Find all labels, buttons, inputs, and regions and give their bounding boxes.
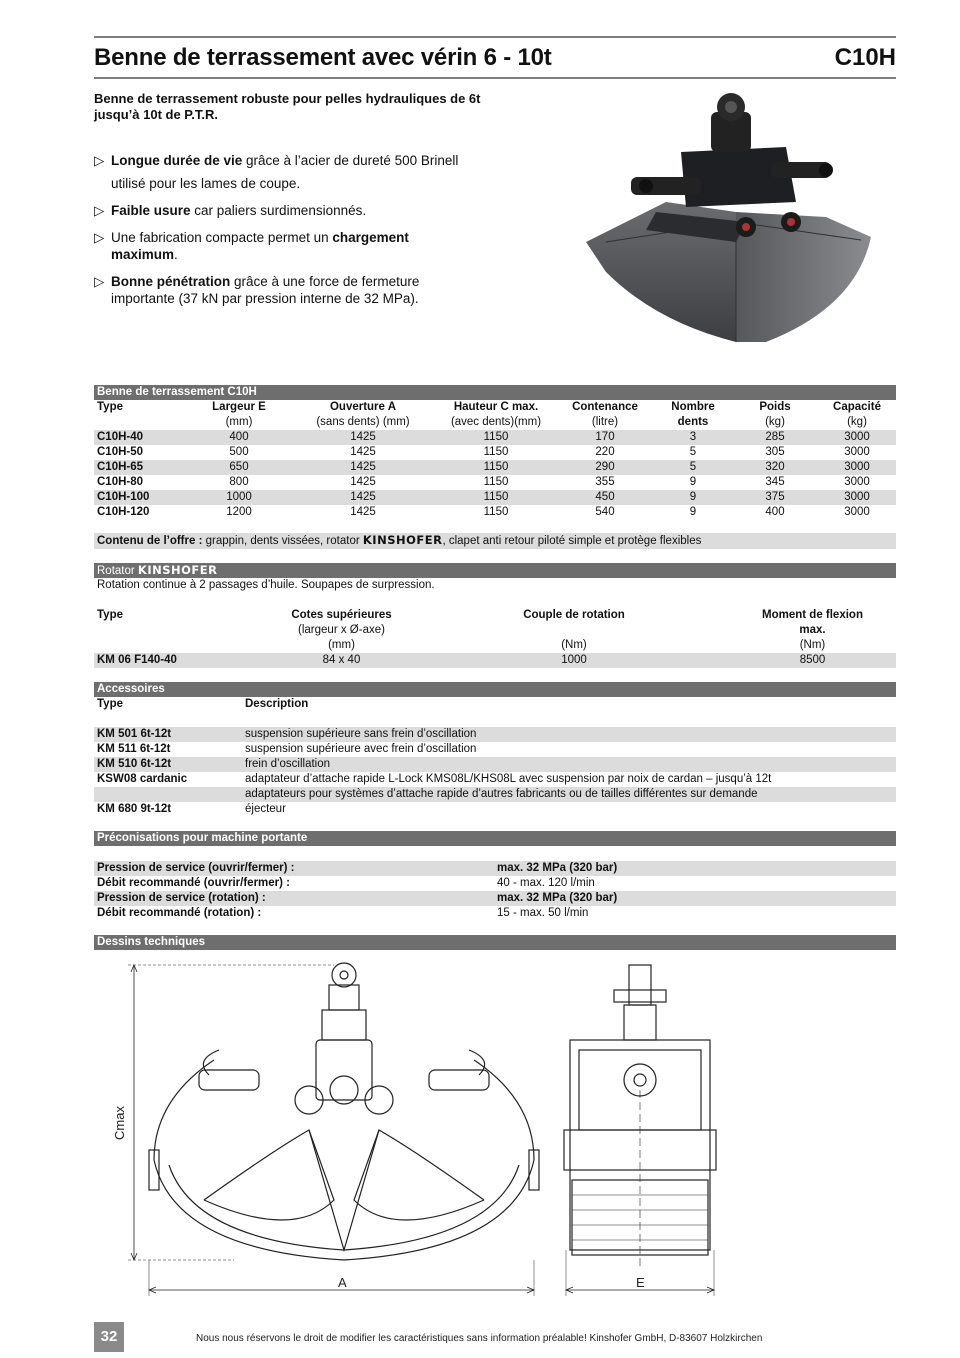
dimension-a-label: A [338,1275,347,1290]
table-row: KM 510 6t-12t frein d’oscillation [94,757,896,772]
offer-table: Contenu de l’offre : grappin, dents vissées, rotator KINSHOFER, clapet anti retour piloté simple et protège flexibles [94,533,896,549]
table-row: Pression de service (ouvrir/fermer) : max. 32 MPa (320 bar) [94,861,896,876]
table-row: Débit recommandé (rotation) : 15 - max. 50 l/min [97,907,589,919]
accessories-section [94,682,896,817]
table-header-row: Type Largeur E Ouverture A Hauteur C max. Contenance Nombre Poids Capacité [97,401,881,413]
feature-item: ▷ Une fabrication compacte permet un chargement maximum. [94,230,409,262]
feature-item: ▷ Bonne pénétration grâce à une force de fermeture importante (37 kN par pression interne de 32 MPa). [94,274,420,306]
accessories-title: Accessoires [94,682,896,697]
triangle-bullet-icon: ▷ [94,153,105,168]
page-number: 32 [94,1322,124,1352]
table-header-row: Type Cotes supérieures Couple de rotation Moment de flexion [97,609,863,621]
dimension-e-label: E [636,1275,645,1290]
table-row: Pression de service (rotation) : max. 32 MPa (320 bar) [94,891,896,906]
kinshofer-logo: KINSHOFER [137,563,218,577]
intro-text [94,91,534,123]
carrier-title: Préconisations pour machine portante [94,831,896,846]
bucket-table-section [94,385,896,520]
product-code: C10H [834,44,896,71]
rotator-title: Rotator KINSHOFER [94,563,896,578]
technical-drawing [94,950,896,1310]
offer-label: Contenu de l’offre : [97,535,203,547]
table-row: C10H-40 400 1425 1150 170 3 285 3000 [94,430,896,445]
feature-list [94,152,504,317]
header-rule-bottom [94,77,896,79]
footer-text: Nous nous réservons le droit de modifier les caractéristiques sans information préalable! Kinshofer GmbH, D-83607 Holzkirchen [196,1333,763,1344]
triangle-bullet-icon: ▷ [94,203,105,218]
intro-line-1: Benne de terrassement robuste pour pelles hydrauliques de 6t [94,91,481,106]
table-row: adaptateurs pour systèmes d’attache rapide d’autres fabricants ou de tailles différentes sur demande [94,787,896,802]
table-row: KSW08 cardanic adaptateur d’attache rapide L-Lock KMS08L/KHS08L avec suspension par noix de cardan – jusqu’à 12t [97,773,772,785]
table-row: KM 511 6t-12t suspension supérieure avec frein d’oscillation [97,743,477,755]
rotator-description: Rotation continue à 2 passages d’huile. Soupapes de surpression. [97,579,435,591]
table-row: KM 501 6t-12t suspension supérieure sans frein d’oscillation [94,727,896,742]
table-header-row: Type Description [97,698,309,710]
bucket-table-title: Benne de terrassement C10H [94,385,896,400]
feature-item: ▷ Faible usure car paliers surdimensionnés. [94,203,367,218]
accessories-table [94,697,896,817]
table-row: C10H-65 650 1425 1150 290 5 320 3000 [94,460,896,475]
table-units-row: (mm) (sans dents) (mm) (avec dents)(mm) (litre) dents (kg) (kg) [225,416,867,428]
triangle-bullet-icon: ▷ [94,230,105,245]
page-title: Benne de terrassement avec vérin 6 - 10t [94,44,552,71]
feature-item: ▷ Longue durée de vie grâce à l’acier de dureté 500 Brinell utilisé pour les lames de coupe. [94,153,459,191]
rotator-table: Rotation continue à 2 passages d’huile. Soupapes de surpression. Type Cotes supérieures Couple de rotation Moment de flexion (largeur x Ø-axe) max. (mm) (Nm) (Nm) KM 06 F140-40 84 x 40 1000 8500 [94,578,896,668]
table-row: C10H-50 500 1425 1150 220 5 305 3000 [97,446,870,458]
offer-section [94,533,896,549]
table-row: Débit recommandé (ouvrir/fermer) : 40 - max. 120 l/min [97,877,595,889]
header-rule-top [94,36,896,38]
product-image [586,92,876,344]
triangle-bullet-icon: ▷ [94,274,105,289]
cmax-label: Cmax [112,1106,127,1140]
carrier-section [94,831,896,921]
intro-line-2: jusqu’à 10t de P.T.R. [94,107,219,122]
rotator-section [94,563,896,668]
kinshofer-logo: KINSHOFER [362,533,443,547]
table-row: KM 680 9t-12t éjecteur [97,803,286,815]
bucket-table [94,400,896,520]
table-row: C10H-100 1000 1425 1150 450 9 375 3000 [94,490,896,505]
drawings-title: Dessins techniques [94,935,896,950]
drawings-section [94,935,896,950]
carrier-table [94,846,896,921]
table-row: KM 06 F140-40 84 x 40 1000 8500 [94,653,896,668]
table-row: C10H-80 800 1425 1150 355 9 345 3000 [97,476,870,488]
table-row: C10H-120 1200 1425 1150 540 9 400 3000 [97,506,870,518]
